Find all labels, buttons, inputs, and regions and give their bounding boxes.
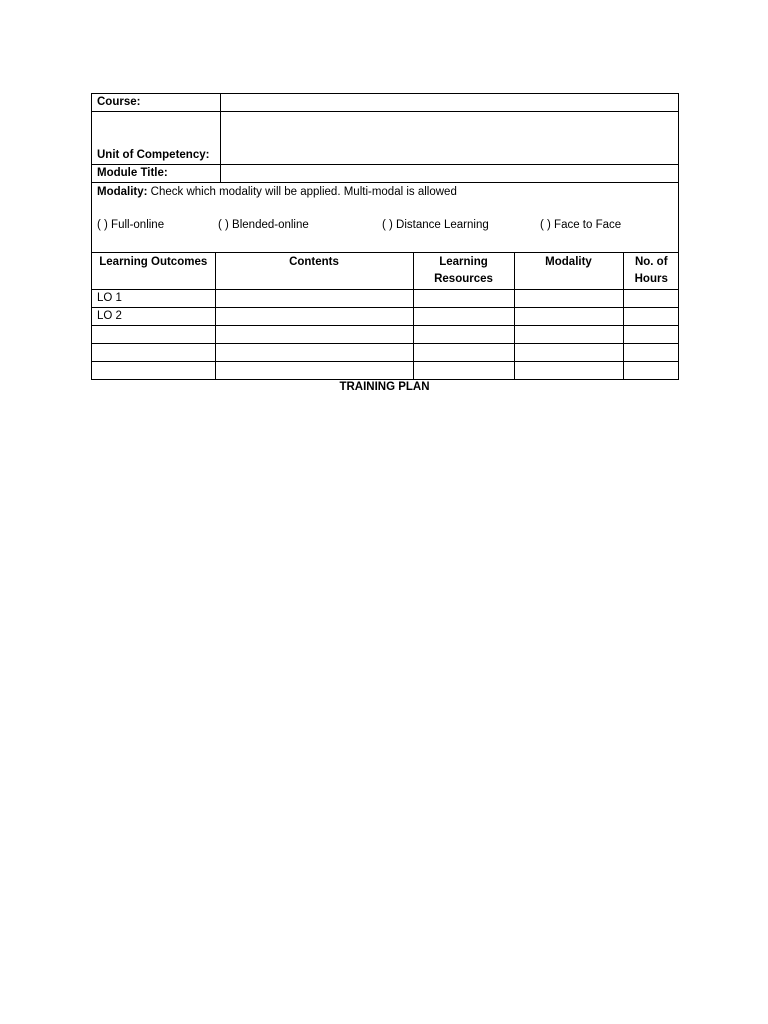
document-caption: TRAINING PLAN (339, 381, 430, 393)
unit-of-competency-field[interactable] (221, 112, 679, 165)
header-modality: Modality (514, 253, 623, 290)
modality-section (92, 183, 679, 253)
plan-grid-container (92, 253, 679, 380)
module-row (92, 165, 679, 183)
table-row (92, 290, 679, 308)
outcome-cell[interactable]: LO 2 (92, 308, 215, 326)
training-plan-form (91, 93, 679, 380)
outcome-cell[interactable] (92, 326, 215, 344)
plan-header-row (92, 253, 679, 290)
modality-label: Modality: (97, 186, 148, 198)
option-full-online[interactable]: ( ) Full-online (97, 219, 165, 231)
outcome-cell[interactable] (92, 362, 215, 380)
header-no-of-hours: No. of Hours (623, 253, 679, 290)
table-row (92, 362, 679, 380)
modality-options (97, 217, 673, 235)
contents-cell[interactable] (215, 326, 413, 344)
header-learning-resources: Learning Resources (413, 253, 514, 290)
module-title-label: Module Title: (92, 165, 221, 183)
course-field[interactable] (221, 94, 679, 112)
modality-cell[interactable] (514, 326, 623, 344)
modality-cell[interactable] (514, 308, 623, 326)
modality-heading (97, 184, 673, 201)
course-row (92, 94, 679, 112)
modality-cell[interactable] (514, 344, 623, 362)
header-learning-outcomes: Learning Outcomes (92, 253, 215, 290)
modality-instruction: Check which modality will be applied. Multi-modal is allowed (147, 186, 457, 198)
module-title-field[interactable] (221, 165, 679, 183)
outcome-cell[interactable]: LO 1 (92, 290, 215, 308)
hours-cell[interactable] (623, 326, 679, 344)
table-row (92, 308, 679, 326)
contents-cell[interactable] (215, 362, 413, 380)
contents-cell[interactable] (215, 308, 413, 326)
contents-cell[interactable] (215, 344, 413, 362)
table-row (92, 344, 679, 362)
header-contents: Contents (215, 253, 413, 290)
hours-cell[interactable] (623, 344, 679, 362)
resources-cell[interactable] (413, 326, 514, 344)
option-distance-learning[interactable]: ( ) Distance Learning (382, 219, 489, 231)
resources-cell[interactable] (413, 290, 514, 308)
modality-cell[interactable] (514, 362, 623, 380)
resources-cell[interactable] (413, 308, 514, 326)
modality-row (92, 183, 679, 253)
unit-of-competency-label: Unit of Competency: (92, 112, 221, 165)
resources-cell[interactable] (413, 362, 514, 380)
plan-grid (92, 253, 679, 379)
unit-row (92, 112, 679, 165)
option-blended-online[interactable]: ( ) Blended-online (218, 219, 309, 231)
outcome-cell[interactable] (92, 344, 215, 362)
course-label: Course: (92, 94, 221, 112)
resources-cell[interactable] (413, 344, 514, 362)
contents-cell[interactable] (215, 290, 413, 308)
plan-grid-row (92, 253, 679, 380)
table-row (92, 326, 679, 344)
hours-cell[interactable] (623, 362, 679, 380)
hours-cell[interactable] (623, 290, 679, 308)
option-face-to-face[interactable]: ( ) Face to Face (540, 219, 622, 231)
hours-cell[interactable] (623, 308, 679, 326)
modality-cell[interactable] (514, 290, 623, 308)
